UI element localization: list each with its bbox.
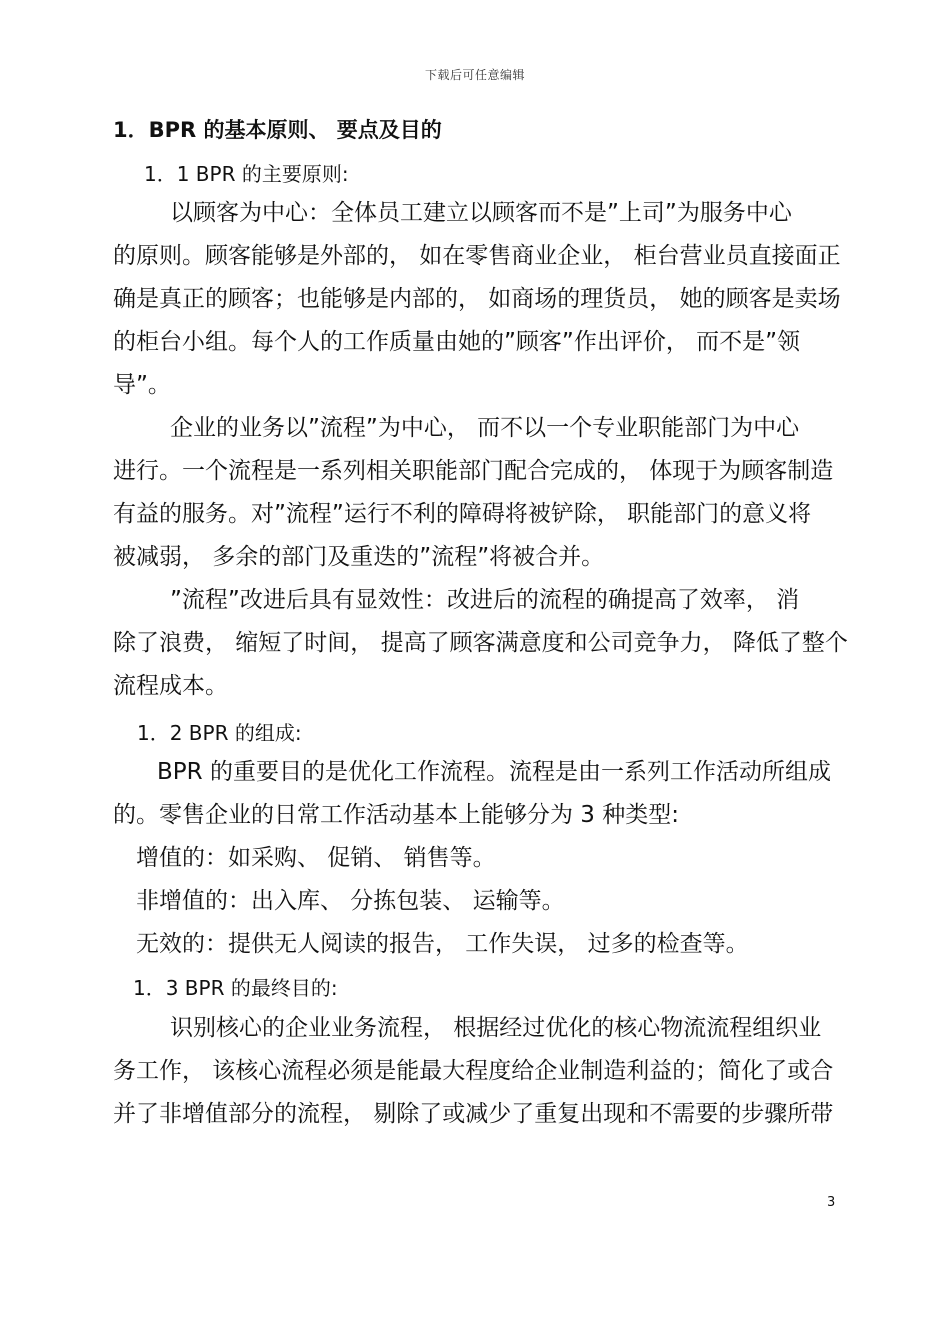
paragraph-line: BPR 的重要目的是优化工作流程。流程是由一系列工作活动所组成 (157, 759, 831, 785)
paragraph-line: 并了非增值部分的流程， 剔除了或减少了重复出现和不需要的步骤所带 (113, 1101, 834, 1127)
list-item: 非增值的：出入库、 分拣包装、 运输等。 (136, 888, 565, 914)
list-item: 无效的：提供无人阅读的报告， 工作失误， 过多的检查等。 (136, 931, 749, 957)
section-heading-1-3: 1．3 BPR 的最终目的: (133, 976, 338, 1000)
paragraph-line: 有益的服务。对”流程”运行不利的障碍将被铲除， 职能部门的意义将 (113, 501, 812, 527)
chapter-heading: 1．BPR 的基本原则、 要点及目的 (113, 118, 442, 142)
paragraph-line: 的。零售企业的日常工作活动基本上能够分为 3 种类型: (113, 802, 680, 828)
paragraph-line: 务工作， 该核心流程必须是能最大程度给企业制造利益的；简化了或合 (113, 1058, 834, 1084)
paragraph-line: ”流程”改进后具有显效性：改进后的流程的确提高了效率， 消 (170, 587, 800, 613)
paragraph-line: 企业的业务以”流程”为中心， 而不以一个专业职能部门为中心 (170, 415, 800, 441)
section-heading-1-1: 1．1 BPR 的主要原则: (144, 162, 349, 186)
page-header: 下载后可任意编辑 (424, 68, 525, 82)
paragraph-line: 的原则。顾客能够是外部的， 如在零售商业企业， 柜台营业员直接面正 (113, 243, 841, 269)
page-number: 3 (827, 1195, 836, 1210)
paragraph-line: 除了浪费， 缩短了时间， 提高了顾客满意度和公司竞争力， 降低了整个 (113, 630, 848, 656)
paragraph-line: 被减弱， 多余的部门及重迭的”流程”将被合并。 (113, 544, 605, 570)
paragraph-line: 进行。一个流程是一系列相关职能部门配合完成的， 体现于为顾客制造 (113, 458, 834, 484)
paragraph-line: 的柜台小组。每个人的工作质量由她的”顾客”作出评价， 而不是”领 (113, 329, 801, 355)
list-item: 增值的：如采购、 促销、 销售等。 (136, 845, 496, 871)
paragraph-line: 识别核心的企业业务流程， 根据经过优化的核心物流流程组织业 (170, 1015, 822, 1041)
paragraph-line: 确是真正的顾客；也能够是内部的， 如商场的理货员， 她的顾客是卖场 (113, 286, 841, 312)
paragraph-line: 流程成本。 (113, 673, 228, 699)
paragraph-line: 以顾客为中心：全体员工建立以顾客而不是”上司”为服务中心 (170, 200, 792, 226)
paragraph-line: 导”。 (113, 372, 171, 398)
section-heading-1-2: 1．2 BPR 的组成: (137, 721, 302, 745)
